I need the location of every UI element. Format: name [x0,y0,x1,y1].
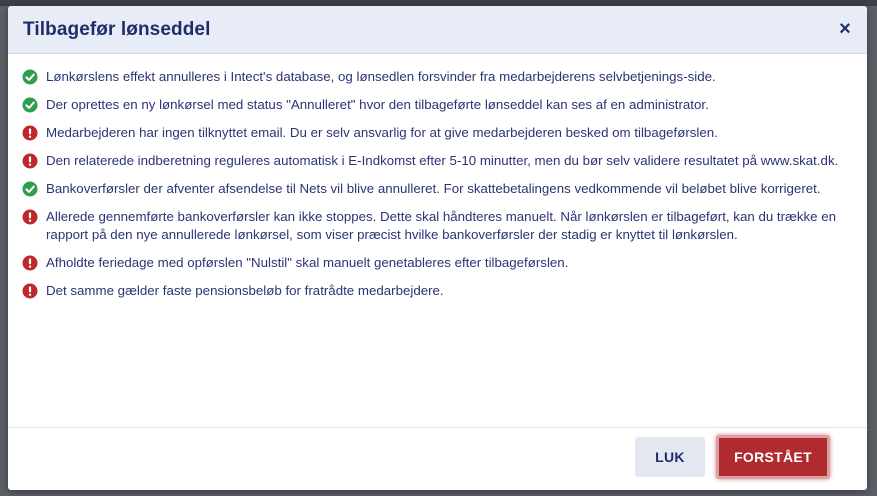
exclamation-circle-icon [22,153,38,169]
close-button[interactable]: LUK [635,437,705,477]
exclamation-circle-icon [22,209,38,225]
list-item-text: Medarbejderen har ingen tilknyttet email. Du er selv ansvarlig for at give medarbejderen besked om tilbageførslen. [46,125,718,140]
exclamation-circle-icon [22,255,38,271]
list-item [22,282,852,300]
close-icon[interactable]: × [835,19,855,39]
reverse-payslip-dialog [8,6,867,490]
list-item-text: Allerede gennemførte bankoverførsler kan ikke stoppes. Dette skal håndteres manuelt. Når lønkørslen er tilbageført, kan du trække en rapport på den nye annullerede lønkørsel, som viser præcist hvilke bankoverførsler der stadig er knyttet til lønkørslen. [46,209,837,242]
exclamation-circle-icon [22,283,38,299]
check-circle-icon [22,181,38,197]
list-item [22,152,852,170]
list-item-text: Lønkørslens effekt annulleres i Intect's database, og lønsedlen forsvinder fra medarbejderens selvbetjenings-side. [46,69,716,84]
footer-divider [8,427,867,428]
exclamation-circle-icon [22,125,38,141]
list-item [22,208,852,244]
list-item-text: Der oprettes en ny lønkørsel med status "Annulleret" hvor den tilbageførte lønseddel kan ses af en administrator. [46,97,709,112]
dialog-body [22,68,852,310]
dialog-header [8,6,867,54]
list-item [22,124,852,142]
list-item-text: Bankoverførsler der afventer afsendelse til Nets vil blive annulleret. For skattebetalingens vedkommende vil beløbet blive korrigeret. [46,181,821,196]
list-item [22,180,852,198]
list-item-text: Den relaterede indberetning reguleres automatisk i E-Indkomst efter 5-10 minutter, men du bør selv validere resultatet på www.skat.dk. [46,153,839,168]
dialog-title: Tilbagefør lønseddel [23,19,211,40]
confirm-button[interactable]: FORSTÅET [716,435,830,479]
list-item-text: Det samme gælder faste pensionsbeløb for fratrådte medarbejdere. [46,283,444,298]
list-item [22,96,852,114]
check-circle-icon [22,97,38,113]
check-circle-icon [22,69,38,85]
list-item [22,254,852,272]
list-item-text: Afholdte feriedage med opførslen "Nulstil" skal manuelt genetableres efter tilbageførslen. [46,255,569,270]
list-item [22,68,852,86]
